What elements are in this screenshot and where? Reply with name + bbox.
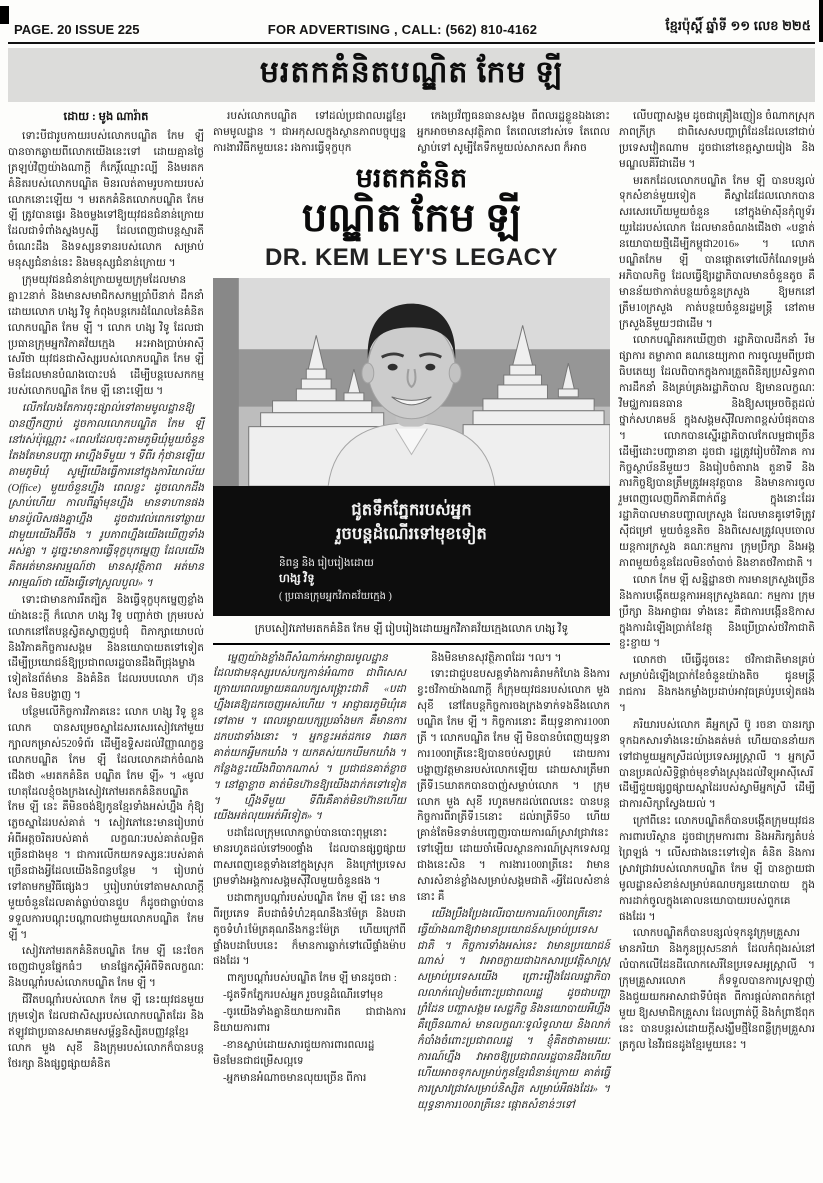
section-banner (8, 48, 815, 102)
column-3-continued (417, 651, 610, 1115)
column-1-text (8, 129, 204, 1073)
middle-top-text (213, 109, 610, 158)
final-word-item: -ចូរយើងទាំងគ្នានិយាយការពិត ជាជាងការនិយាយការពារ (213, 1007, 406, 1035)
feature-headline-khmer-2: បណ្ឌិត កែម ឡី (301, 194, 522, 240)
paragraph: សៀវភៅមរតកគំនិតបណ្ឌិត កែម ឡី នេះចែកចេញជាបួនផ្នែកធំៗ មានផ្នែកស្ដីអំពីទិតលក្ខណៈ និងបណ្ដាំរបស់លោកបណ្ឌិត កែម ឡី ។ (8, 946, 204, 990)
paragraph: និងមិនមានសុវត្ថិភាពដែរ ។ល។ ។ (431, 652, 562, 664)
column-2-continued (213, 651, 406, 1115)
final-word-item: -ជូតទឹកភ្នែករបស់អ្នក រួចបន្តដំណើរទៅមុខ (223, 990, 384, 1002)
kem-ley-portrait-photo (213, 278, 610, 486)
scan-artifact (0, 6, 9, 24)
paragraph: លោកបណ្ឌិតរកឃើញថា រដ្ឋាភិបាលដឹកនាំ រឹមផ្សាការ តម្លាភាព គណនេយ្យភាព ការចូលរួមពីប្រជាធិបតេយ្យ ដែលពិបាកក្នុងការត្រួតពិនិត្យប្រសិទ្ធភាពការដឹកនាំ និងគ្រប់គ្រងរដ្ឋាភិបាល ឱ្យមានលក្ខណៈវិមជ្ឈការធនធាន និងឱ្យសម្រេចចិត្តដល់ថ្នាក់សហគមន៍ ក្នុងសង្គមស៊ីវិលភាពខ្ពស់បំផុតបាន ។ លោកបានស្នើរដ្ឋាភិបាលកែលម្អជាច្រើន ដើម្បីដោះបញ្ហានានា ដូចជា រដ្ឋត្រូវរៀបចំវិភាគ ការកិច្ចស្ថាប័ននីមួយៗ និងរៀបចំតារាង តួនាទី និងភារកិច្ចឱ្យបានត្រឹមត្រូវអនុវត្តបាន និងមានការចូលរួមពេញលេញពីភាគីពាក់ព័ន្ធ ក្នុងនោះដែរ រដ្ឋាភិបាលមានបញ្ហាលក្រសួង ដែលមានគូទៅទិត្រូវស៊ីជម្រៅ មួយចំនួនតិច និងពិសេសត្រូវលុបចោលយន្តការក្រសួង គណៈកម្មការ ក្រុមប្រឹក្សា និងអង្គភាពមួយចំនួនដែលមិនចាំបាច់ និងខាតថវិកាជាតិ ។ (619, 335, 815, 569)
portrait-illustration (213, 278, 610, 486)
final-words-list (213, 988, 406, 1086)
masthead-issue: ខ្មែរប៉ុស្តិ៍ ឆ្នាំទី ១១ លេខ ២២៥ (665, 18, 811, 33)
cover-credit-label: និពន្ធ និង រៀបរៀងដោយ (279, 557, 374, 569)
article-body (8, 109, 815, 1114)
page-number: PAGE. 20 ISSUE 225 (14, 22, 140, 37)
feature-headline-khmer-1: មរតកគំនិត (355, 162, 468, 193)
cover-quote-line-1: ជូតទឹកភ្នែករបស់អ្នក (351, 499, 472, 519)
column-3-lead: កេងប្រវ័ញ្ចធនធានសង្គម ពីពលរដ្ឋខ្លួនឯងនោះ អ្នកអាចមានសុវត្ថិភាព តែពេលនៅរស់ទេ តែពេលស្លាប់ទៅ សូម្បីតែទឹកមួយល់សាកសព ក៏អាច (417, 111, 610, 154)
feature-headline-english: DR. KEM LEY'S LEGACY (264, 243, 559, 271)
paragraph: ទោះជាជួបឧបសគ្គទាំងការគំរាមកំហែង និងការខ្វះថវិកាយ៉ាងណាក្ដី ក៏ក្រុមយុវជនរបស់លោក មួង សុខី នៅតែបន្តកិច្ចការចងក្រងទាក់ទងនឹងលោកបណ្ឌិត កែម ឡី ។ កិច្ចការនោះ គឺយុទ្ធនាការ100រាត្រី ។ លោកបណ្ឌិត កែម ឡី មិនបានបំពេញយុទ្ធនាការ100រាត្រីនេះឱ្យបានចប់សព្វគ្រប់ ដោយការបង្ហាញវត្តមានរបស់លោកឡើយ ដោយសារត្រឹមរាត្រីទី15ឃាតកបានបាញ់សម្លាប់លោក ។ ក្រុមលោក មួង សុខី រហូតមកដល់ពេលនេះ បានបន្តកិច្ចការពីរាត្រីទី15នោះ ដល់រាត្រីទី50 ហើយគ្រាន់តែមិនទាន់បញ្ចេញរបាយការណ៍ស្រាវជ្រាវនេះទៅឡើយ ដោយចាំមើលស្ថានការណ៍ស្រុកទេសល្អជាងនេះសិន ។ ការងារ100រាត្រីនេះ វាមានសារសំខាន់ខ្លាំងសម្រាប់សង្គមជាតិ «អ្វីដែលសំខាន់នោះ គឺ (417, 669, 610, 903)
paragraph: បដាដែលក្រុមលោកធ្លាប់បានបោះពុម្ពនោះ មានរហូតដល់ទៅ900ផ្ទាំង ដែលបានផ្សព្វផ្សាយពាសពេញខេត្តទាំងនៅក្នុងស្រុក និងក្រៅប្រទេស ព្រមទាំងអង្គការសង្គមស៊ីវិលមួយចំនួនផង ។ (213, 828, 406, 888)
column-4-text (619, 109, 815, 1054)
paragraph: ទោះបីជារូបកាយរបស់លោកបណ្ឌិត កែម ឡី បានចាកឆ្ងាយពីលោកយើងនេះទៅ ដោយគ្មានថ្ងៃត្រឡប់វិញយ៉ាងណាក្ដី ក៏កេរ្តិ៍ឈ្មោះល្បី និងមរតកគំនិតរបស់លោកបណ្ឌិត មិនរលត់តាមរូបកាយរបស់លោកនោះឡើយ ។ មរតកគំនិតលោកបណ្ឌិត កែម ឡី ត្រូវបានផ្ទេរ និងចម្លងទៅឱ្យយុវជនជំនាន់ក្រោយ ដែលជាទំពាំងស្នងឫស្សី ដែលពេញជាបន្តស្មារតី ចំណេះដឹង និងទស្សនទានរបស់លោក សម្រាប់មនុស្សជំនាន់នេះ និងមនុស្សជំនាន់ក្រោយ ។ (8, 131, 204, 270)
column-4 (619, 109, 815, 1114)
paragraph: លោកថា បើធ្វើដូចនេះ ថវិកាជាតិមានគ្រប់សម្រាប់ដំឡើងប្រាក់ខែចំនួនយ៉ាងតិច ជូនមន្ត្រីរាជការ និងកងកម្លាំងប្រដាប់អាវុធគ្រប់រូបទៀតផង ។ (619, 655, 815, 714)
paragraph: លើបញ្ហាសង្គម ដូចជាគ្រឿងញៀន ចំណាកស្រុក ភាពក្រីក្រ ជាពិសេសបញ្ហាព្រំដែនដែលនៅជាប់ប្រទេសវៀតណាម ដូចជានៅខេត្តស្វាយរៀង និង មណ្ឌលគីរីជាដើម ។ (619, 111, 815, 170)
middle-bottom-text (213, 651, 610, 1115)
paragraph: បដាពាក្យបណ្ដាំរបស់បណ្ឌិត កែម ឡី នេះ មានពីរប្រភេទ គឺបដាធំទំហំ2គុណនឹង3ម៉ែត្រ និងបដាតូចទំហំ1ម៉ែត្រគុណនឹងកន្លះម៉ែត្រ ហើយក្រៅពីផ្ទាំងបដាបែបនេះ ក៏មានការឆ្លាក់ទៅលើផ្ទាំងម៉ាបផងដែរ ។ (213, 892, 406, 968)
paragraph: ពាក្យបណ្ដាំរបស់បណ្ឌិត កែម ឡី មានដូចជា : (227, 973, 397, 985)
feature-block (213, 163, 610, 645)
photo-caption: ក្របសៀវភៅមរតកគំនិត កែម ឡី រៀបរៀងដោយអ្នកវិភាគវ័យក្មេងលោក ហង្ស វិទូ (213, 616, 610, 645)
book-cover-quote-box (213, 486, 610, 616)
paragraph: ទោះជាមានការរឹតត្បិត និងធ្វើទុក្ខបុកម្នេញខ្លាំងយ៉ាងនេះក្ដី ក៏លោក ហង្ស វិទូ បញ្ជាក់ថា ក្រុមរបស់លោកនៅតែបន្តស្វិតស្វាញជួបជុំ ពិភាក្សាយោបល់ និងវិភាគកិច្ចការសង្គម និងនយោបាយតទៅទៀត ដើម្បីប្រយោជន៍ឱ្យប្រជាពលរដ្ឋបានដឹងពីជ្រុងម្ខាងទៀតនៃព័ត៌មាន និងគំនិត ដែលរបបលោក ហ៊ុន សែន មិនបង្ហាញ ។ (8, 594, 204, 702)
section-title: មរតកគំនិតបណ្ឌិត កែម ឡី (259, 56, 564, 89)
middle-columns (213, 109, 610, 1114)
cover-author-role: ( ប្រធានក្រុមអ្នកវិភាគវ័យក្មេង ) (279, 590, 392, 602)
page-header (8, 14, 815, 44)
paragraph: ក្រុមយុវជនជំនាន់ក្រោយមួយក្រុមដែលមានគ្នា12នាក់ និងមានសមាជិកសកម្មប្រាំបីនាក់ ដឹកនាំដោយលោក ហង្ស វិទូ កំពុងបន្តកេរដំណែលនៃគំនិតលោកបណ្ឌិត កែម ឡី ។ លោក ហង្ស វិទូ ដែលជាប្រធានក្រុមអ្នកវិភាគវ័យក្មេង អះអាងប្រាប់អាស៊ីសេរីថា យុវជនជាសិស្សរបស់លោកបណ្ឌិត កែម ឡី មិនដែលមានបំណងបោះបង់ ដើម្បីបន្តបេសកកម្មរបស់លោកបណ្ឌិត កែម ឡី នោះឡើយ ។ (8, 275, 204, 398)
column-2-lead: របស់លោកបណ្ឌិត ទៅដល់ប្រជាពលរដ្ឋខ្មែរ តាមមូលដ្ឋាន ។ ជាអកុសលក្នុងស្ថានភាពបច្ចុប្បន្ន ការងារវិធីកមួយនេះ រងការធ្វើទុក្ខបុក (213, 111, 406, 154)
article-byline: ដោយ : មូង ណារ៉ាត (63, 111, 149, 123)
column-1 (8, 109, 204, 1114)
paragraph: ភរិយារបស់លោក គឺអ្នកស្រី ប៊ូ រចនា បានរក្សាទុកឯកសារទាំងនេះយ៉ាងគត់មត់ ហើយបាននាំយកទៅជាមួយអ្នកស្រីដល់ប្រទេសអូស្រ្តាលី ។ អ្នកស្រីបានប្រគល់សិទ្ធិផ្ដាច់មុខទាំងស្រុងដល់វិទ្យុអាស៊ីសេរី ដើម្បីជួយផ្សព្វផ្សាយស្នាដៃរបស់ស្វាមីអ្នកស្រី ដើម្បីជាការសិក្សាស្វែងយល់ ។ (619, 719, 815, 811)
paragraph: យើងប្រឹងប្រែងលើរបាយការណ៍100រាត្រីនោះ ធ្វើយ៉ាងណាឱ្យវាមានប្រយោជន៍សម្រាប់ប្រទេសជាតិ ។ កិច្ចការទាំងអស់នេះ វាមានប្រយោជន៍ណាស់ ។ វាអាចក្លាយជាឯកសារប្រវត្តិសាស្ត្រ សម្រាប់ប្រទេសយើង ព្រោះរឿងដែលរដ្ឋាភិបាលលាក់លៀមចំពោះប្រជាពលរដ្ឋ ដូចជាបញ្ហាព្រំដែន បញ្ហាសង្គម សេដ្ឋកិច្ច និងនយោបាយអីហ្នឹង គឺច្រើនណាស់ មានលក្ខណៈទូលំទូលាយ និងលាក់កំបាំងចំពោះប្រជាពលរដ្ឋ ។ ខ្ញុំគិតថាតាមរយៈការណ៍ហ្នឹង វាអាចឱ្យប្រជាពលរដ្ឋបានដឹងហើយ ហើយអាចទុកសម្រាប់កូនខ្មែរជំនាន់ក្រោយ គាត់ធ្វើការស្រាវជ្រាវសម្រាប់និស្សិត សម្រាប់អីផងដែរ» ។ យុទ្ធនាការ100រាត្រីនេះ ផ្ដោតសំខាន់ៗទៅ (417, 908, 610, 1111)
cover-quote-line-2: រួចបន្តដំណើរទៅមុខទៀត (336, 523, 487, 543)
final-word-item: -អ្នកមានអំណាចមានលុយច្រើន ពីការ (223, 1072, 367, 1084)
final-word-item: -ខានស្លាប់ដោយសារជួយការពារពលរដ្ឋ មិនមែនជាជម្រើសល្អទេ (213, 1039, 375, 1067)
paragraph: លោក កែម ឡី សន្និដ្ឋានថា ការមានក្រសួងច្រើន និងការបង្កើតយន្តការអនុក្រសួងគណៈ កម្មការ ក្រុមប្រឹក្សា និងអាជ្ញាធរ ទាំងនេះ គឺជាការបង្កើនឱកាសក្នុងការដំឡើងប្រាក់ខែវត្ថុ និងប្រើប្រាស់ថវិកាជាតិខ្ជះខ្ជាយ ។ (619, 574, 815, 650)
paragraph: លើកលែងតែការចុះផ្សាល់ទៅតាមមូលដ្ឋានឱ្យបានញឹកញាប់ ដូចកាលលោកបណ្ឌិត កែម ឡី នៅរស់ប៉ុណ្ណោះ «ពេលដែលចុះតាមភូមិឃុំមួយចំនួន តែងតែមានបញ្ហា អាហ្នឹងទីមួយ ។ ទីពីរ កុំថានឡើយតាមភូមិឃុំ សូម្បីយើងធ្វើការនៅក្នុងការិយាល័យ (Office) មួយចំនួនហ្នឹង ពេលខ្លះ ដូចលោកដឹងស្រាប់ហើយ កាលពីឆ្នាំមុនហ្នឹង មានទាហានផង មានប៉ូលិសផងគ្នាហ្នឹង ដូចជារវល់ពេកទៅឆ្ងាយជាមួយយើងអ៊ីចឹង ។ រូបភាពហ្នឹងយើងឃើញទាំងអស់គ្នា ។ ដូច្នេះមានការធ្វើទុក្ខបុកម្នេញ ដែលយើងគិតអត់មានអារម្មណ៍ថា មានសុវត្ថិភាព អត់មានអារម្មណ៍ថា យើងធ្វើទៅស្រួលបួល» ។ (8, 403, 204, 589)
paragraph: លោកបណ្ឌិតក៏បានបន្សល់ទុកនូវក្រុមគ្រួសារ មានភរិយា និងកូនប្រុស5នាក់ ដែលកំពុងរស់នៅលំបាកលើដែនដីលោកសេរីនៃប្រទេសអូស្ត្រាលី ។ ក្រុមគ្រួសារលោក ក៏ទទួលបានការស្រឡាញ់ និងជួយយកអាសាជាទីបំផុត ពីការផ្ដល់ភាពកក់ក្ដៅមួយ ឱ្យសមាជិកគ្រួសារ ដែលព្រាត់ប្ដី និងកំព្រាឪពុកនេះ បានបន្តរស់ដោយក្ដីសង្ឃឹមថ្មីនៃពន្លឺក្រុមគ្រួសារត្រកូល នៃវីរជនដូងខ្មែរមួយនេះ ។ (619, 928, 815, 1051)
paragraph: ជីវិតបណ្ដាំរបស់លោក កែម ឡី នេះយុវជនមួយក្រុមទៀត ដែលជាសិស្សរបស់លោកបណ្ឌិតដែរ និងឥឡូវជាប្រធានសមាគមសម្ព័ន្ធនិស្សិតបញ្ញវន្តខ្មែរ លោក មួង សុខី និងក្រុមរបស់លោកក៏បានបន្តថែរក្សា និងផ្សព្វផ្សាយគំនិត (8, 995, 204, 1070)
scan-artifact (819, 0, 823, 42)
paragraph: បន្ថែមលើកិច្ចការវិភាគនេះ លោក ហង្ស វិទូ ខ្លួនលោក បានសម្រេចស្នាដៃសរសេរសៀវភៅមួយក្បាលកម្រាស់520ទំព័រ ដើម្បីឧទ្ទិសដល់វិញ្ញាណក្ខន្ធលោកបណ្ឌិត កែម ឡី ដែលលោកដាក់ចំណងជើងថា «មរតកគំនិត បណ្ឌិត កែម ឡី» ។ «មូលហេតុដែលខ្ញុំចងក្រងសៀវភៅមរតកគំនិតបណ្ឌិត កែម ឡី នេះ គឺមិនចង់ឱ្យកូនខ្មែរទាំងអស់ហ្នឹង កុំឱ្យភ្លេចស្នាដៃរបស់គាត់ ។ សៀវភៅនេះមានរៀបរាប់អំពីអត្តចរិតរបស់គាត់ លក្ខណៈរបស់គាត់លម្អិតច្រើនជាងមុខ ។ ជាការលើកយកទស្សនៈរបស់គាត់ច្រើនជាងអ្វីដែលយើងនិពន្ធបន្ថែម ។ រៀបរាប់ទៅតាមកម្មវិធីផ្សេងៗ ឬរៀបរាប់ទៅតាមសាលាក្ដីមួយចំនួនដែលគាត់ធ្លាប់បានជួប ក៏ដូចជាធ្លាប់បានទទួលការបណ្ដុះបណ្ដាលជាមួយលោកបណ្ឌិត កែម ឡី ។ (8, 707, 204, 941)
paragraph: ម្នេញយ៉ាងខ្លាំងពីសំណាក់អាជ្ញាធរមូលដ្ឋានដែលជាមនុស្សរបស់បក្សកាន់អំណាច ជាពិសេសក្រោយពេលរម្លាយគណបក្សសង្គ្រោះជាតិ «បដាហ្នឹងគេឱ្យដកចេញអស់ហើយ ។ អាជ្ញាធរភូមិឃុំគេទៅតាម ។ ពេលរម្លាយបក្សប្រឆាំងមក គឺមានការដកបដាទាំងនោះ ។ អ្នកខ្លះអត់ដកទេ វាឆេក គាត់យកអ្វីមកឃាំង ។ យកគស់យកឃីមកឃាំង ។ កន្លែងខ្លះយើងពិបាកណាស់ ។ ប្រជាជនគាត់ខ្លាច ។ នៅគ្នាខ្លាច គាត់មិនហ៊ានឱ្យយើងដាក់តទៅទៀត ។ ហ្នឹងទីមួយ ទីពីរគឺគាត់មិនហ៊ានហើយ យើងអត់លុយអត់អីទៀត» ។ (213, 652, 406, 823)
paragraph: មរតកដែលលោកបណ្ឌិត កែម ឡី បានបន្សល់ទុកសំខាន់មួយទៀត គឺស្នាដៃដែលលោកបានសរសេរហើយមួយចំនួន នៅក្នុងម៉ាស៊ីនកុំព្យូទ័រយួរដៃរបស់លោក ដែលមានចំណងជើងថា «បន្ទាត់នយោបាយថ្មីដើម្បីកម្ពុជា2016» ។ លោកបណ្ឌិតកែម ឡី បានផ្ដោតទៅលើកំណែទម្រង់អភិបាលកិច្ច ដែលធ្វើឱ្យរដ្ឋាភិបាលមានចំនួនតូច គឺមានន័យថាកាត់បន្ថយចំនួនក្រសួង ឱ្យមកនៅត្រឹម10ក្រសួង កាត់បន្ថយចំនួនរដ្ឋមន្ត្រី នៅតាមក្រសួងនីមួយៗជាដើម ។ (619, 175, 815, 330)
advertising-line: FOR ADVERTISING , CALL: (562) 810-4162 (267, 22, 538, 37)
cover-author-name: ហង្ស វិទូ (279, 573, 315, 586)
paragraph: ក្រៅពីនេះ លោកបណ្ឌិតក៏បានបង្កើតក្រុមយុវជនការពារបរិស្ថាន ដូចជាក្រុមការពារ និងអភិរក្សតំបន់ព្រៃឡង់ ។ លើសជាងនេះទៅទៀត គំនិត និងការស្រាវជ្រាវរបស់លោកបណ្ឌិត កែម ឡី បានក្លាយជាមូលដ្ឋានសំខាន់សម្រាប់គណបក្សនយោបាយ ក្នុងការដាក់ចូលក្នុងគោលនយោបាយរបស់ពួកគេផងដែរ ។ (619, 816, 815, 923)
